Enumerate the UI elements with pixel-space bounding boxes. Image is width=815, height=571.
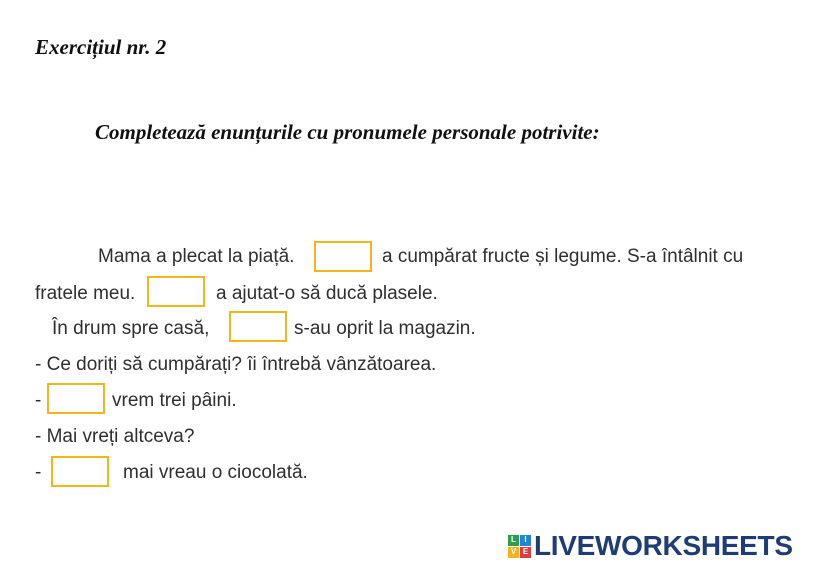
sentence-1-end: a cumpărat fructe și legume. S-a întâlnit cu [382,246,744,267]
answer-blank-5[interactable] [51,456,109,487]
answer-blank-2[interactable] [147,276,205,307]
dialogue-line-4-end: mai vreau o ciocolată. [123,462,308,483]
answer-blank-3[interactable] [229,311,287,342]
sentence-3-end: s-au oprit la magazin. [294,318,476,339]
sentence-2-end: a ajutat-o să ducă plasele. [216,283,438,304]
dialogue-line-2-end: vrem trei pâini. [112,390,237,411]
dialogue-line-1: - Ce doriți să cumpărați? îi întrebă vânzătoarea. [35,354,437,375]
sentence-2-start: fratele meu. [35,283,136,304]
dialogue-dash-4: - [35,462,42,483]
answer-blank-4[interactable] [47,383,105,414]
exercise-title: Exercițiul nr. 2 [35,35,167,59]
dialogue-line-3: - Mai vreți altceva? [35,426,195,447]
logo-tiles-icon [508,535,531,558]
logo-text: LIVEWORKSHEETS [534,530,793,561]
logo-tile-e: E [520,547,531,558]
dialogue-dash-2: - [35,390,42,411]
sentence-1-start: Mama a plecat la piață. [98,246,295,267]
logo-tile-v: V [508,547,519,558]
exercise-instruction: Completează enunțurile cu pronumele personale potrivite: [95,120,600,144]
logo-tile-i: I [520,535,531,546]
logo-tile-l: L [508,535,519,546]
liveworksheets-logo [508,531,793,561]
sentence-3-start: În drum spre casă, [52,318,210,339]
answer-blank-1[interactable] [314,241,372,272]
